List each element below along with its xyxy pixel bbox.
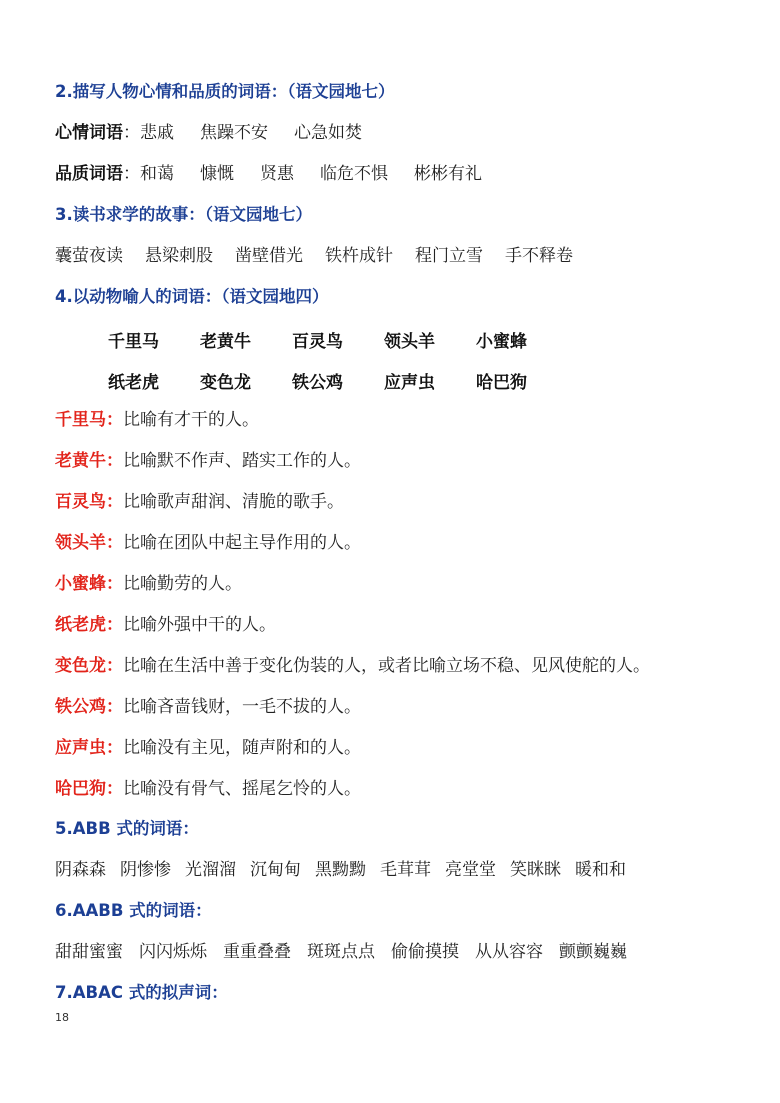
definition-item [55,450,361,472]
section-7-heading: 7.ABAC 式的拟声词： [55,983,228,1002]
animal-word: 应声虫 [384,373,435,393]
colon: ： [106,533,123,553]
word-item: 从从容容 [475,942,543,962]
word-item: 光溜溜 [185,860,236,880]
animal-word: 变色龙 [200,373,251,393]
word-item: 和蔼 [140,164,174,184]
animal-word: 老黄牛 [200,332,251,352]
mood-label: 心情词语 [55,123,123,143]
definition-text: 比喻吝啬钱财，一毛不拔的人。 [123,697,361,717]
definition-item [55,532,361,554]
definition-item [55,737,361,759]
word-item: 沉甸甸 [250,860,301,880]
definition-item [55,573,242,595]
word-item: 铁杵成针 [325,246,393,266]
word-item: 囊萤夜读 [55,246,123,266]
abb-words [55,859,640,881]
word-item: 悬梁刺股 [145,246,213,266]
animal-word: 百灵鸟 [292,332,343,352]
animal-words-row-2 [108,368,568,393]
definition-term: 老黄牛 [55,451,106,471]
aabb-words [55,941,643,963]
word-item: 凿壁借光 [235,246,303,266]
animal-word: 铁公鸡 [292,373,343,393]
animal-word: 千里马 [108,332,159,352]
definition-text: 比喻歌声甜润、清脆的歌手。 [123,492,344,512]
word-item: 阴惨惨 [120,860,171,880]
animal-word: 纸老虎 [108,373,159,393]
definition-item [55,409,259,431]
colon: ： [106,492,123,512]
definition-text: 比喻勤劳的人。 [123,574,242,594]
word-item: 临危不惧 [320,164,388,184]
word-item: 偷偷摸摸 [391,942,459,962]
word-item: 悲戚 [140,123,174,143]
word-item: 毛茸茸 [380,860,431,880]
animal-word: 小蜜蜂 [476,332,527,352]
definition-term: 变色龙 [55,656,106,676]
colon: ： [106,656,123,676]
word-item: 贤惠 [260,164,294,184]
colon: ： [106,574,123,594]
page-number: 18 [55,1011,69,1024]
definition-term: 应声虫 [55,738,106,758]
word-item: 重重叠叠 [223,942,291,962]
word-item: 慷慨 [200,164,234,184]
animal-words-row-1 [108,327,568,352]
mood-words-line [55,122,388,144]
section-3-heading: 3.读书求学的故事：（语文园地七） [55,205,312,224]
colon: ： [106,779,123,799]
word-item: 心急如焚 [294,123,362,143]
definition-text: 比喻没有骨气、摇尾乞怜的人。 [123,779,361,799]
colon: ： [106,451,123,471]
word-item: 彬彬有礼 [414,164,482,184]
animal-word: 哈巴狗 [476,373,527,393]
definition-item [55,696,361,718]
definition-text: 比喻没有主见，随声附和的人。 [123,738,361,758]
section-2-heading: 2.描写人物心情和品质的词语：（语文园地七） [55,82,395,101]
colon: ： [123,123,140,143]
word-item: 焦躁不安 [200,123,268,143]
definition-item [55,491,344,513]
word-item: 亮堂堂 [445,860,496,880]
definition-text: 比喻有才干的人。 [123,410,259,430]
word-item: 颤颤巍巍 [559,942,627,962]
word-item: 阴森森 [55,860,106,880]
section-5-heading: 5.ABB 式的词语： [55,819,199,838]
definition-term: 纸老虎 [55,615,106,635]
word-item: 笑眯眯 [510,860,561,880]
colon: ： [106,410,123,430]
definition-item [55,778,361,800]
section-6-heading: 6.AABB 式的词语： [55,901,212,920]
definition-term: 铁公鸡 [55,697,106,717]
word-item: 甜甜蜜蜜 [55,942,123,962]
definition-item [55,614,276,636]
word-item: 黑黝黝 [315,860,366,880]
word-item: 手不释卷 [505,246,573,266]
study-words [55,245,595,267]
word-item: 斑斑点点 [307,942,375,962]
quality-words [140,164,508,184]
definition-term: 哈巴狗 [55,779,106,799]
word-item: 暖和和 [575,860,626,880]
colon: ： [106,615,123,635]
definition-item [55,655,650,677]
definition-term: 小蜜蜂 [55,574,106,594]
section-4-heading: 4.以动物喻人的词语：（语文园地四） [55,287,329,306]
mood-words [140,123,388,143]
definition-text: 比喻默不作声、踏实工作的人。 [123,451,361,471]
colon: ： [106,697,123,717]
definition-term: 领头羊 [55,533,106,553]
definition-text: 比喻在团队中起主导作用的人。 [123,533,361,553]
quality-words-line [55,163,508,185]
colon: ： [106,738,123,758]
animal-word: 领头羊 [384,332,435,352]
word-item: 程门立雪 [415,246,483,266]
colon: ： [123,164,140,184]
definition-text: 比喻在生活中善于变化伪装的人，或者比喻立场不稳、见风使舵的人。 [123,656,650,676]
definition-text: 比喻外强中干的人。 [123,615,276,635]
definition-term: 千里马 [55,410,106,430]
definition-term: 百灵鸟 [55,492,106,512]
word-item: 闪闪烁烁 [139,942,207,962]
quality-label: 品质词语 [55,164,123,184]
